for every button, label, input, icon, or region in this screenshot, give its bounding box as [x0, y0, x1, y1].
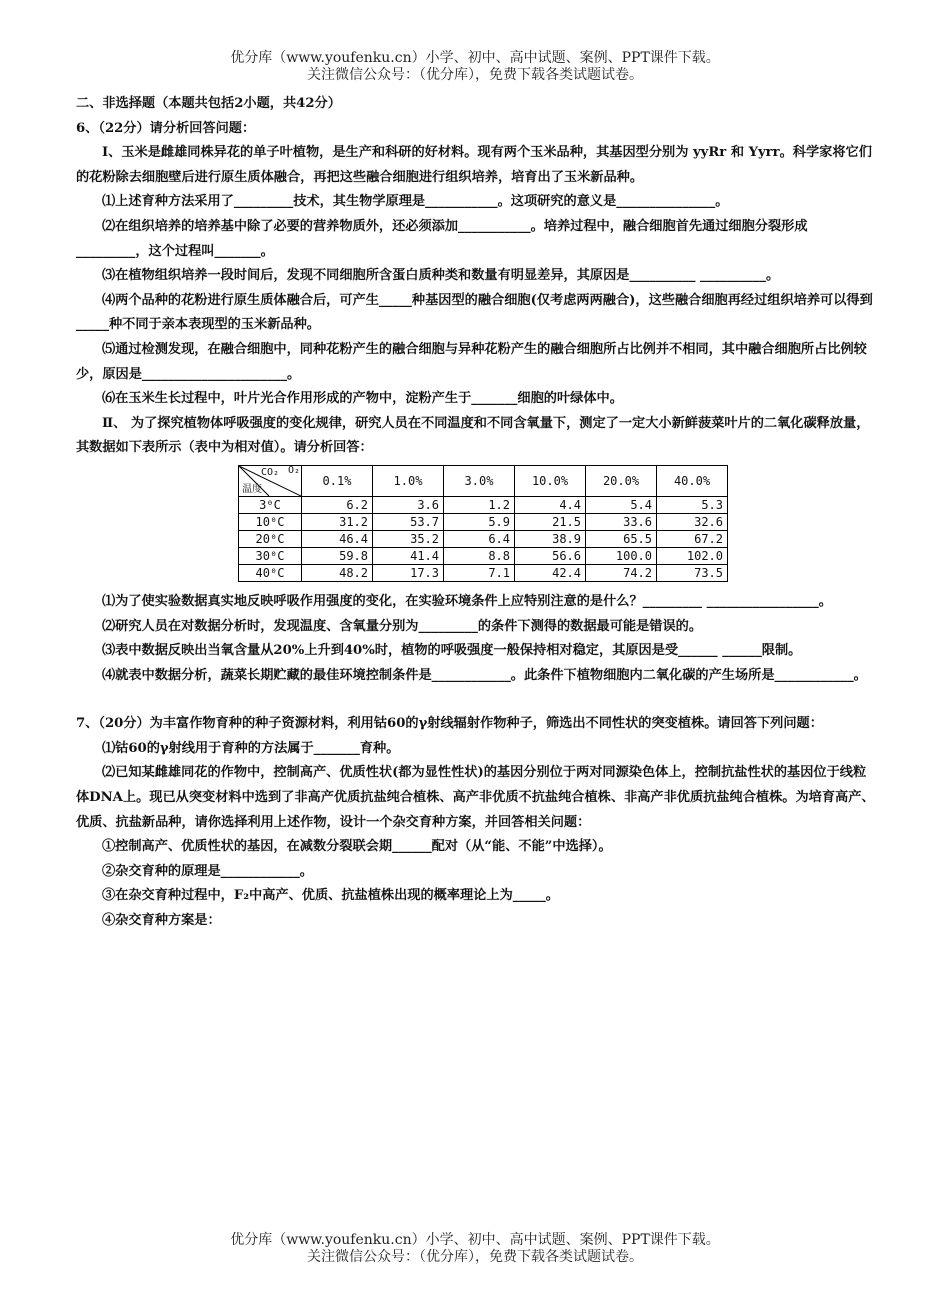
o2-level-header: 0.1% — [302, 465, 373, 496]
q6-part1-intro: Ⅰ、玉米是雌雄同株异花的单子叶植物，是生产和科研的好材料。现有两个玉米品种，其基因型分别为 yyRr 和 Yyrr。科学家将它们的花粉除去细胞壁后进行原生质体融合，再把这些融合细胞进行组织培养，培育出了玉米新品种。 — [76, 145, 872, 185]
value-cell: 42.4 — [515, 564, 586, 581]
footer-line-1: 优分库（www.youfenku.cn）小学、初中、高中试题、案例、PPT课件下载。 — [230, 1232, 720, 1248]
value-cell: 56.6 — [515, 547, 586, 564]
q7-item-2-d: ④杂交育种方案是： — [102, 913, 221, 929]
q6-part2-item-3: ⑶表中数据反映出当氧含量从20%上升到40%时，植物的呼吸强度一般保持相对稳定，其原因是受______ ______限制。 — [102, 643, 802, 659]
value-cell: 32.6 — [657, 513, 728, 530]
q6-part1-item-3: ⑶在植物组织培养一段时间后，发现不同细胞所含蛋白质种类和数量有明显差异，其原因是__________ __________。 — [102, 268, 780, 284]
question-7-title: 7、（20分）为丰富作物育种的种子资源材料，利用钴60的γ射线辐射作物种子，筛选出不同性状的突变植株。请回答下列问题： — [76, 716, 823, 732]
value-cell: 5.3 — [657, 496, 728, 513]
value-cell: 5.4 — [586, 496, 657, 513]
q6-part1-item-6: ⑹在玉米生长过程中，叶片光合作用形成的产物中，淀粉产生于_______细胞的叶绿体中。 — [102, 391, 623, 407]
question-6-title: 6、（22分）请分析回答问题： — [76, 120, 256, 136]
q6-part2-item-2: ⑵研究人员在对数据分析时，发现温度、含氧量分别为_________的条件下测得的数据最可能是错误的。 — [102, 618, 703, 634]
q7-item-2-c: ③在杂交育种过程中，F₂中高产、优质、抗盐植株出现的概率理论上为_____。 — [102, 888, 559, 904]
o2-level-header: 40.0% — [657, 465, 728, 496]
q6-part2-intro: Ⅱ、 为了探究植物体呼吸强度的变化规律，研究人员在不同温度和不同含氧量下，测定了一定大小新鲜菠菜叶片的二氧化碳释放量，其数据如下表所示（表中为相对值）。请分析回答： — [76, 415, 870, 456]
respiration-data-table — [238, 465, 728, 582]
value-cell: 41.4 — [373, 547, 444, 564]
value-cell: 1.2 — [444, 496, 515, 513]
temperature-cell: 3⁰C — [239, 496, 302, 513]
temperature-cell: 20⁰C — [239, 530, 302, 547]
value-cell: 31.2 — [302, 513, 373, 530]
o2-level-header: 3.0% — [444, 465, 515, 496]
document-body — [76, 92, 878, 934]
q6-part1-item-5: ⑸通过检测发现，在融合细胞中，同种花粉产生的融合细胞与异种花粉产生的融合细胞所占比例并不相同，其中融合细胞所占比例较少，原因是______________________。 — [76, 341, 867, 382]
page-footer — [0, 1232, 950, 1266]
header-o2-label: O₂ — [287, 464, 300, 476]
q7-item-2: ⑵已知某雌雄同花的作物中，控制高产、优质性状(都为显性性状)的基因分别位于两对同源染色体上，控制抗盐性状的基因位于线粒体DNA上。现已从突变材料中选到了非高产优质抗盐纯合植株、高产非优质不抗盐纯合植株、非高产非优质抗盐纯合植株。为培育高产、优质、抗盐新品种，请你选择利用上述作物，设计一个杂交育种方案，并回答相关问题： — [76, 765, 875, 830]
q6-part2-item-4: ⑷就表中数据分析，蔬菜长期贮藏的最佳环境控制条件是____________。此条件下植物细胞内二氧化碳的产生场所是____________。 — [102, 667, 867, 683]
value-cell: 17.3 — [373, 564, 444, 581]
q7-item-2-a: ①控制高产、优质性状的基因，在减数分裂联会期______配对（从“能、不能”中选择）。 — [102, 839, 612, 855]
value-cell: 53.7 — [373, 513, 444, 530]
value-cell: 5.9 — [444, 513, 515, 530]
table-row — [239, 530, 728, 547]
q6-part2-item-1: ⑴为了使实验数据真实地反映呼吸作用强度的变化，在实验环境条件上应特别注意的是什么？_________ _________________。 — [102, 593, 832, 609]
value-cell: 6.4 — [444, 530, 515, 547]
temperature-cell: 40⁰C — [239, 564, 302, 581]
value-cell: 8.8 — [444, 547, 515, 564]
value-cell: 73.5 — [657, 564, 728, 581]
table-row — [239, 547, 728, 564]
value-cell: 67.2 — [657, 530, 728, 547]
value-cell: 59.8 — [302, 547, 373, 564]
value-cell: 38.9 — [515, 530, 586, 547]
table-row — [239, 564, 728, 581]
header-co2-label: CO₂ — [261, 466, 280, 478]
value-cell: 4.4 — [515, 496, 586, 513]
value-cell: 21.5 — [515, 513, 586, 530]
table-header-row — [239, 465, 728, 496]
value-cell: 33.6 — [586, 513, 657, 530]
o2-level-header: 20.0% — [586, 465, 657, 496]
temperature-cell: 30⁰C — [239, 547, 302, 564]
value-cell: 46.4 — [302, 530, 373, 547]
section-title: 二、非选择题（本题共包括2小题，共42分） — [76, 96, 341, 111]
q7-item-1: ⑴钴60的γ射线用于育种的方法属于_______育种。 — [102, 740, 400, 756]
value-cell: 3.6 — [373, 496, 444, 513]
q7-item-2-b: ②杂交育种的原理是____________。 — [102, 863, 313, 879]
header-line-2: 关注微信公众号：（优分库），免费下载各类试题试卷。 — [307, 67, 643, 83]
value-cell: 74.2 — [586, 564, 657, 581]
o2-level-header: 1.0% — [373, 465, 444, 496]
header-temp-label: 温度 — [242, 483, 262, 495]
respiration-table-wrapper — [238, 465, 878, 582]
table-corner-header — [239, 465, 302, 496]
value-cell: 48.2 — [302, 564, 373, 581]
o2-level-header: 10.0% — [515, 465, 586, 496]
q6-part1-item-2: ⑵在组织培养的培养基中除了必要的营养物质外，还必须添加___________。培养过程中，融合细胞首先通过细胞分裂形成_________，这个过程叫_______。 — [76, 218, 808, 259]
table-row — [239, 513, 728, 530]
page-header — [0, 50, 950, 84]
value-cell: 35.2 — [373, 530, 444, 547]
temperature-cell: 10⁰C — [239, 513, 302, 530]
q6-part1-item-1: ⑴上述育种方法采用了_________技术，其生物学原理是___________。这项研究的意义是_______________。 — [102, 194, 729, 210]
spacer — [76, 688, 878, 712]
value-cell: 102.0 — [657, 547, 728, 564]
value-cell: 7.1 — [444, 564, 515, 581]
value-cell: 6.2 — [302, 496, 373, 513]
header-line-1: 优分库（www.youfenku.cn）小学、初中、高中试题、案例、PPT课件下载。 — [230, 50, 720, 66]
q6-part1-item-4: ⑷两个品种的花粉进行原生质体融合后，可产生_____种基因型的融合细胞(仅考虑两两融合)，这些融合细胞再经过组织培养可以得到_____种不同于亲本表现型的玉米新品种。 — [76, 292, 873, 333]
value-cell: 65.5 — [586, 530, 657, 547]
value-cell: 100.0 — [586, 547, 657, 564]
table-row — [239, 496, 728, 513]
footer-line-2: 关注微信公众号：（优分库），免费下载各类试题试卷。 — [307, 1249, 643, 1265]
